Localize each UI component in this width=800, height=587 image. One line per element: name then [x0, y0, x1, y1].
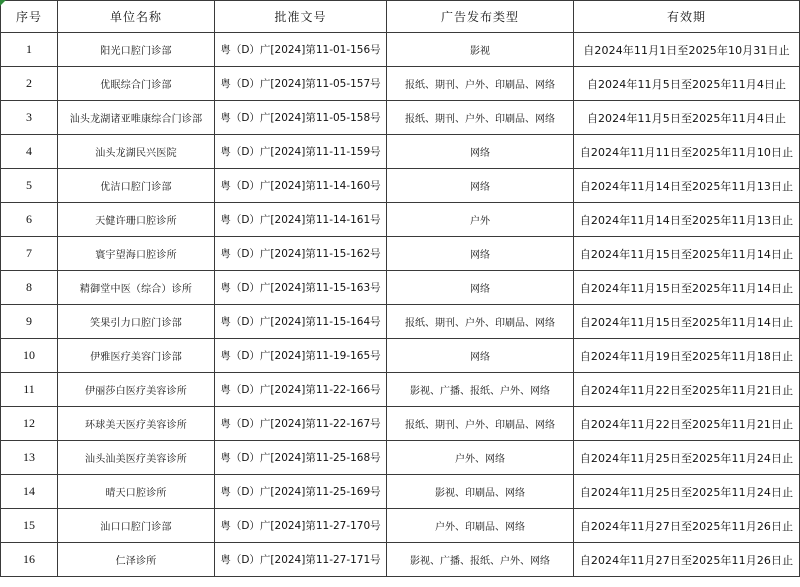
table-header — [1, 1, 800, 33]
validity-period-cell: 自2024年11月25日至2025年11月24日止 — [574, 441, 800, 475]
ad-type-cell: 户外 — [387, 203, 574, 237]
ad-type-cell: 影视、广播、报纸、户外、网络 — [387, 543, 574, 577]
unit-name-cell: 仁泽诊所 — [58, 543, 215, 577]
approval-number-cell: 粤（D）广[2024]第11-27-171号 — [215, 543, 387, 577]
header-validity-period: 有效期 — [574, 1, 800, 33]
table-row — [1, 543, 800, 577]
approval-number-cell: 粤（D）广[2024]第11-05-157号 — [215, 67, 387, 101]
approval-number-cell: 粤（D）广[2024]第11-14-160号 — [215, 169, 387, 203]
cell-corner-marker — [0, 0, 6, 6]
validity-period-cell: 自2024年11月22日至2025年11月21日止 — [574, 407, 800, 441]
unit-name-cell: 笑果引力口腔门诊部 — [58, 305, 215, 339]
table-row — [1, 135, 800, 169]
ad-type-cell: 影视 — [387, 33, 574, 67]
approval-number-cell: 粤（D）广[2024]第11-05-158号 — [215, 101, 387, 135]
serial-number-cell: 6 — [1, 203, 58, 237]
ad-type-cell: 报纸、期刊、户外、印刷品、网络 — [387, 67, 574, 101]
approval-number-cell: 粤（D）广[2024]第11-25-169号 — [215, 475, 387, 509]
table-row — [1, 407, 800, 441]
ad-type-cell: 户外、网络 — [387, 441, 574, 475]
ad-type-cell: 报纸、期刊、户外、印刷品、网络 — [387, 407, 574, 441]
serial-number-cell: 3 — [1, 101, 58, 135]
validity-period-cell: 自2024年11月15日至2025年11月14日止 — [574, 271, 800, 305]
serial-number-cell: 1 — [1, 33, 58, 67]
validity-period-cell: 自2024年11月25日至2025年11月24日止 — [574, 475, 800, 509]
unit-name-cell: 优洁口腔门诊部 — [58, 169, 215, 203]
table-row — [1, 373, 800, 407]
approval-number-cell: 粤（D）广[2024]第11-22-167号 — [215, 407, 387, 441]
ad-type-cell: 影视、广播、报纸、户外、网络 — [387, 373, 574, 407]
header-ad-type: 广告发布类型 — [387, 1, 574, 33]
ad-type-cell: 网络 — [387, 339, 574, 373]
validity-period-cell: 自2024年11月15日至2025年11月14日止 — [574, 237, 800, 271]
serial-number-cell: 10 — [1, 339, 58, 373]
ad-type-cell: 报纸、期刊、户外、印刷品、网络 — [387, 305, 574, 339]
serial-number-cell: 2 — [1, 67, 58, 101]
ad-type-cell: 网络 — [387, 169, 574, 203]
table-row — [1, 203, 800, 237]
unit-name-cell: 精御堂中医（综合）诊所 — [58, 271, 215, 305]
approval-number-cell: 粤（D）广[2024]第11-27-170号 — [215, 509, 387, 543]
table-row — [1, 101, 800, 135]
serial-number-cell: 9 — [1, 305, 58, 339]
validity-period-cell: 自2024年11月14日至2025年11月13日止 — [574, 169, 800, 203]
validity-period-cell: 自2024年11月27日至2025年11月26日止 — [574, 543, 800, 577]
approval-number-cell: 粤（D）广[2024]第11-19-165号 — [215, 339, 387, 373]
validity-period-cell: 自2024年11月15日至2025年11月14日止 — [574, 305, 800, 339]
unit-name-cell: 天健许珊口腔诊所 — [58, 203, 215, 237]
header-row — [1, 1, 800, 33]
serial-number-cell: 14 — [1, 475, 58, 509]
validity-period-cell: 自2024年11月5日至2025年11月4日止 — [574, 101, 800, 135]
header-approval-number: 批准文号 — [215, 1, 387, 33]
table-row — [1, 339, 800, 373]
validity-period-cell: 自2024年11月27日至2025年11月26日止 — [574, 509, 800, 543]
approval-number-cell: 粤（D）广[2024]第11-15-164号 — [215, 305, 387, 339]
table-row — [1, 67, 800, 101]
unit-name-cell: 晴天口腔诊所 — [58, 475, 215, 509]
serial-number-cell: 11 — [1, 373, 58, 407]
header-serial-number: 序号 — [1, 1, 58, 33]
unit-name-cell: 汕头龙湖民兴医院 — [58, 135, 215, 169]
header-unit-name: 单位名称 — [58, 1, 215, 33]
approval-number-cell: 粤（D）广[2024]第11-15-163号 — [215, 271, 387, 305]
table-row — [1, 237, 800, 271]
unit-name-cell: 环球美天医疗美容诊所 — [58, 407, 215, 441]
table-row — [1, 509, 800, 543]
approval-number-cell: 粤（D）广[2024]第11-01-156号 — [215, 33, 387, 67]
validity-period-cell: 自2024年11月11日至2025年11月10日止 — [574, 135, 800, 169]
unit-name-cell: 伊雅医疗美容门诊部 — [58, 339, 215, 373]
ad-type-cell: 影视、印刷品、网络 — [387, 475, 574, 509]
ad-type-cell: 网络 — [387, 237, 574, 271]
approval-number-cell: 粤（D）广[2024]第11-11-159号 — [215, 135, 387, 169]
unit-name-cell: 优眠综合门诊部 — [58, 67, 215, 101]
serial-number-cell: 13 — [1, 441, 58, 475]
ad-type-cell: 网络 — [387, 135, 574, 169]
approval-number-cell: 粤（D）广[2024]第11-22-166号 — [215, 373, 387, 407]
ad-type-cell: 网络 — [387, 271, 574, 305]
serial-number-cell: 12 — [1, 407, 58, 441]
unit-name-cell: 汕口口腔门诊部 — [58, 509, 215, 543]
unit-name-cell: 伊丽莎白医疗美容诊所 — [58, 373, 215, 407]
unit-name-cell: 寰宇望海口腔诊所 — [58, 237, 215, 271]
validity-period-cell: 自2024年11月14日至2025年11月13日止 — [574, 203, 800, 237]
ad-type-cell: 户外、印刷品、网络 — [387, 509, 574, 543]
table-row — [1, 305, 800, 339]
serial-number-cell: 4 — [1, 135, 58, 169]
validity-period-cell: 自2024年11月5日至2025年11月4日止 — [574, 67, 800, 101]
table-row — [1, 475, 800, 509]
unit-name-cell: 汕头汕美医疗美容诊所 — [58, 441, 215, 475]
serial-number-cell: 16 — [1, 543, 58, 577]
serial-number-cell: 7 — [1, 237, 58, 271]
approval-number-cell: 粤（D）广[2024]第11-15-162号 — [215, 237, 387, 271]
validity-period-cell: 自2024年11月19日至2025年11月18日止 — [574, 339, 800, 373]
validity-period-cell: 自2024年11月1日至2025年10月31日止 — [574, 33, 800, 67]
table-row — [1, 271, 800, 305]
unit-name-cell: 阳光口腔门诊部 — [58, 33, 215, 67]
approval-number-cell: 粤（D）广[2024]第11-25-168号 — [215, 441, 387, 475]
table-row — [1, 169, 800, 203]
serial-number-cell: 8 — [1, 271, 58, 305]
unit-name-cell: 汕头龙湖诸亚唯康综合门诊部 — [58, 101, 215, 135]
serial-number-cell: 15 — [1, 509, 58, 543]
validity-period-cell: 自2024年11月22日至2025年11月21日止 — [574, 373, 800, 407]
approval-number-cell: 粤（D）广[2024]第11-14-161号 — [215, 203, 387, 237]
table-body — [1, 33, 800, 577]
serial-number-cell: 5 — [1, 169, 58, 203]
table-row — [1, 441, 800, 475]
table-row — [1, 33, 800, 67]
ad-type-cell: 报纸、期刊、户外、印刷品、网络 — [387, 101, 574, 135]
